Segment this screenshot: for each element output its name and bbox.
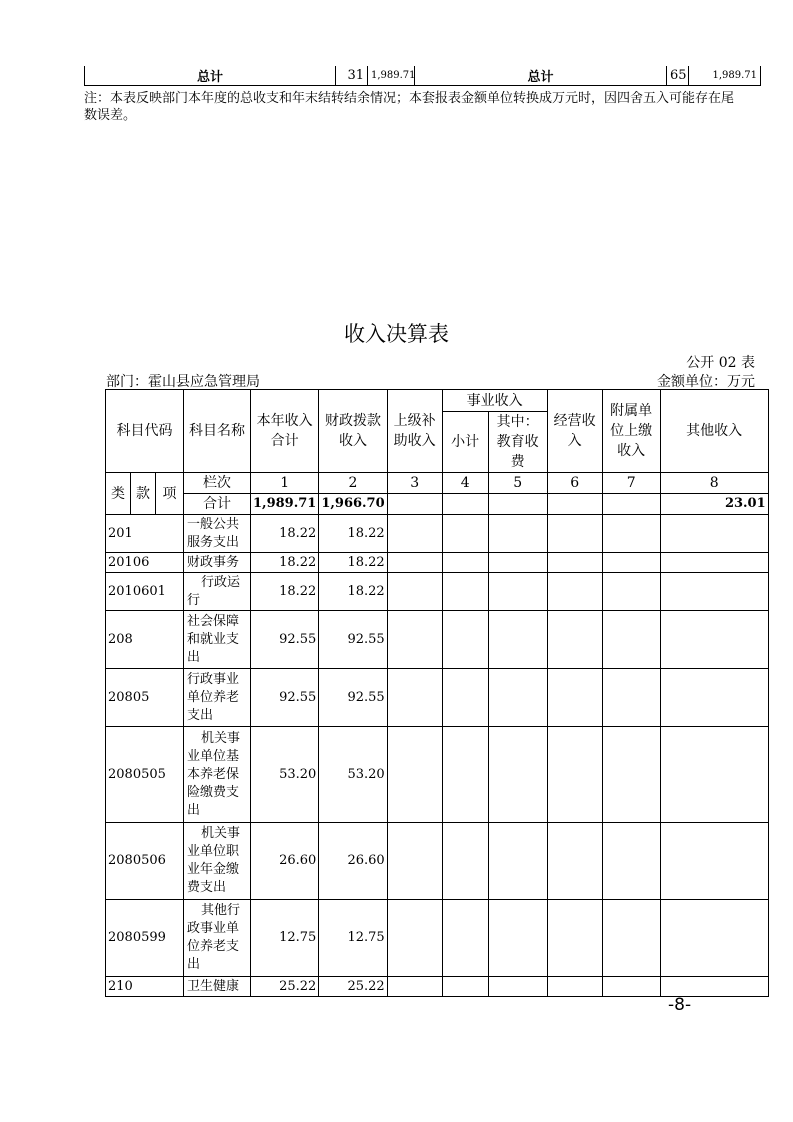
row-code: 20106 [106,553,184,573]
xiang-header: 项 [156,473,184,515]
row-name: 财政事务 [184,553,251,573]
affiliated-unit-header: 附属单位上缴收入 [602,390,660,473]
row-fiscal: 92.55 [319,611,387,669]
left-total-label: 总计 [85,66,336,86]
row-code: 201 [106,515,184,553]
business-income-header: 事业收入 [442,390,547,412]
row-fiscal: 26.60 [319,823,387,900]
row-name: 一般公共服务支出 [184,515,251,553]
total-row [106,494,769,515]
superior-subsidy-header: 上级补助收入 [387,390,442,473]
row-total: 12.75 [251,900,319,977]
column-number-row [106,473,769,494]
row-fiscal: 92.55 [319,669,387,727]
row-code: 2080599 [106,900,184,977]
row-fiscal: 12.75 [319,900,387,977]
total-summary-row [85,66,761,86]
row-total: 53.20 [251,727,319,823]
education-fee-header: 其中：教育收费 [488,412,547,473]
lei-header: 类 [106,473,131,515]
table-row [106,669,769,727]
col-no-6: 6 [547,473,602,494]
left-row-number: 31 [336,66,368,86]
row-total: 18.22 [251,553,319,573]
table-row [106,977,769,997]
left-total-value: 1,989.71 [368,66,415,86]
income-statement-table [105,389,769,997]
table-row [106,611,769,669]
col-no-5: 5 [488,473,547,494]
row-name: 卫生健康 [184,977,251,997]
col-no-7: 7 [602,473,660,494]
kuan-header: 款 [131,473,156,515]
total-row-other: 23.01 [660,494,768,515]
total-row-fiscal: 1,966.70 [319,494,387,515]
table-row [106,823,769,900]
col-no-8: 8 [660,473,768,494]
other-income-header: 其他收入 [660,390,768,473]
row-total: 18.22 [251,515,319,553]
right-row-number: 65 [667,66,689,86]
page-number: -8- [668,995,692,1015]
amount-unit-label: 金额单位：万元 [657,374,755,390]
row-name: 社会保障和就业支出 [184,611,251,669]
table-row [106,727,769,823]
header-row-1 [106,390,769,412]
subtotal-header: 小计 [442,412,488,473]
row-name: 其他行政事业单位养老支出 [184,900,251,977]
row-name: 机关事业单位基本养老保险缴费支出 [184,727,251,823]
row-code: 2080506 [106,823,184,900]
department-label: 部门：霍山县应急管理局 [106,374,260,390]
row-code: 208 [106,611,184,669]
row-name: 机关事业单位职业年金缴费支出 [184,823,251,900]
table-row [106,900,769,977]
right-total-value: 1,989.71 [689,66,761,86]
total-row-label: 合计 [184,494,251,515]
row-code: 2010601 [106,573,184,611]
row-total: 92.55 [251,669,319,727]
table-row [106,515,769,553]
row-fiscal: 25.22 [319,977,387,997]
table-footnote: 注：本表反映部门本年度的总收支和年末结转结余情况；本套报表金额单位转换成万元时，因四舍五入可能存在尾数误差。 [84,91,735,123]
operating-income-header: 经营收入 [547,390,602,473]
subject-code-header: 科目代码 [106,390,184,473]
row-fiscal: 53.20 [319,727,387,823]
row-fiscal: 18.22 [319,553,387,573]
column-no-label: 栏次 [184,473,251,494]
col-no-1: 1 [251,473,319,494]
fiscal-allocation-header: 财政拨款收入 [319,390,387,473]
page-title: 收入决算表 [344,322,449,346]
row-name: 行政运行 [184,573,251,611]
table-row [106,573,769,611]
row-total: 92.55 [251,611,319,669]
row-name: 行政事业单位养老支出 [184,669,251,727]
row-fiscal: 18.22 [319,573,387,611]
row-total: 18.22 [251,573,319,611]
subject-name-header: 科目名称 [184,390,251,473]
col-no-2: 2 [319,473,387,494]
row-fiscal: 18.22 [319,515,387,553]
row-code: 210 [106,977,184,997]
row-total: 25.22 [251,977,319,997]
total-summary-table [84,66,761,86]
table-row [106,553,769,573]
total-income-header: 本年收入合计 [251,390,319,473]
row-total: 26.60 [251,823,319,900]
row-code: 2080505 [106,727,184,823]
col-no-3: 3 [387,473,442,494]
total-row-income: 1,989.71 [251,494,319,515]
col-no-4: 4 [442,473,488,494]
right-total-label: 总计 [415,66,667,86]
row-code: 20805 [106,669,184,727]
form-code: 公开 02 表 [686,355,755,371]
